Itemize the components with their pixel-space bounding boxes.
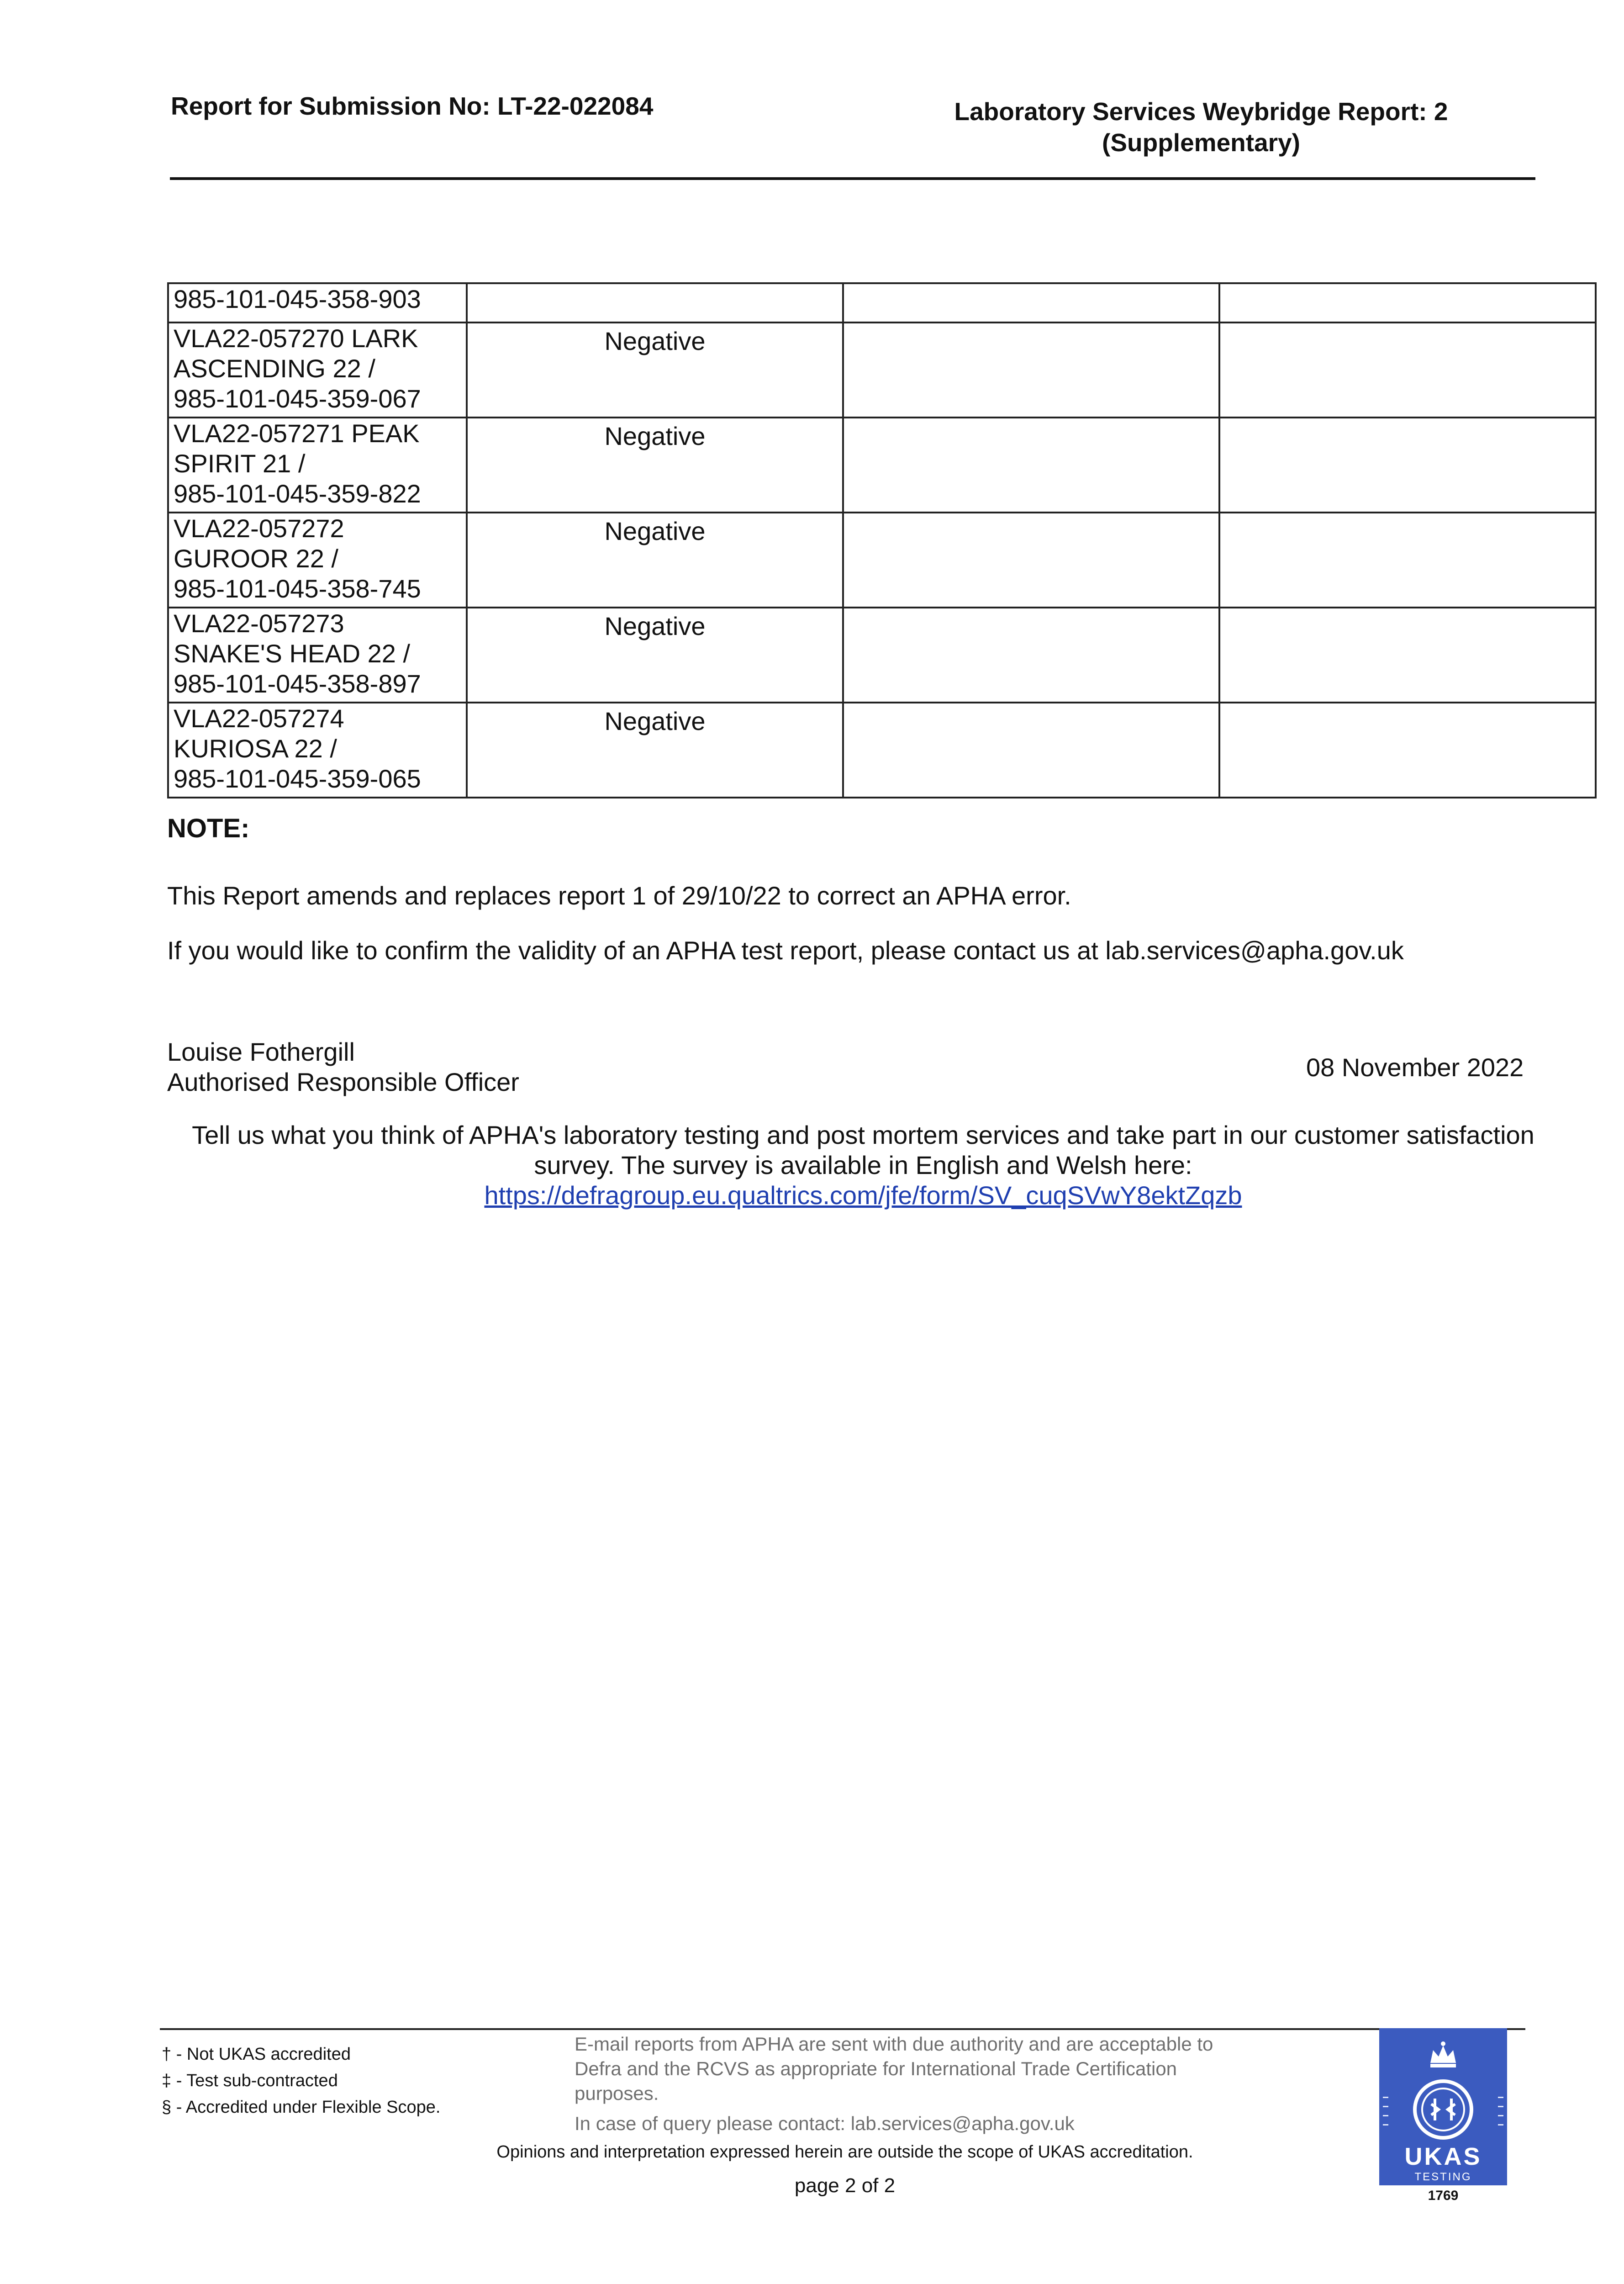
empty-cell (843, 418, 1219, 513)
ukas-sub: TESTING (1414, 2171, 1472, 2183)
empty-cell (843, 608, 1219, 703)
survey-line2: survey. The survey is available in English and Welsh here: (534, 1151, 1192, 1179)
legend-not-accredited: † - Not UKAS accredited (162, 2045, 351, 2064)
report-title (909, 96, 1493, 158)
sample-line: VLA22-057272 (174, 514, 344, 543)
sample-line: 985-101-045-358-897 (174, 669, 421, 698)
survey-link[interactable]: https://defragroup.eu.qualtrics.com/jfe/form/SV_cuqSVwY8ektZqzb (484, 1181, 1242, 1210)
email-line1: E-mail reports from APHA are sent with due authority and are acceptable to (575, 2033, 1213, 2055)
table-row (168, 608, 1596, 703)
result-cell: Negative (467, 513, 843, 608)
validity-text: If you would like to confirm the validity of an APHA test report, please contact us at lab.services@apha.gov.uk (167, 936, 1404, 965)
table-row (168, 703, 1596, 798)
empty-cell (1219, 703, 1596, 798)
footer-rule-end (1507, 2028, 1525, 2030)
empty-cell (1219, 513, 1596, 608)
result-cell: Negative (467, 703, 843, 798)
email-line3: purposes. (575, 2083, 659, 2104)
sample-line: ASCENDING 22 / (174, 354, 375, 383)
signatory-title: Authorised Responsible Officer (167, 1068, 519, 1096)
table-row (168, 513, 1596, 608)
sample-line: GUROOR 22 / (174, 544, 338, 573)
survey-line1: Tell us what you think of APHA's laboratory testing and post mortem services and take part in our customer satisfaction (192, 1121, 1534, 1149)
sample-line: 985-101-045-359-822 (174, 479, 421, 508)
table-row (168, 323, 1596, 418)
sample-line: SPIRIT 21 / (174, 449, 306, 478)
result-cell: Negative (467, 418, 843, 513)
email-disclaimer (575, 2032, 1360, 2136)
ukas-scope-note: Opinions and interpretation expressed herein are outside the scope of UKAS accreditation. (496, 2142, 1193, 2162)
sample-line: VLA22-057273 (174, 609, 344, 638)
query-contact: In case of query please contact: lab.services@apha.gov.uk (575, 2113, 1075, 2134)
ukas-number: 1769 (1428, 2188, 1459, 2203)
survey-block (137, 1120, 1589, 1211)
sample-cell (168, 418, 467, 513)
empty-cell (843, 513, 1219, 608)
amend-text: This Report amends and replaces report 1 of 29/10/22 to correct an APHA error. (167, 881, 1071, 910)
legend-sub-contracted: ‡ - Test sub-contracted (162, 2071, 338, 2090)
sample-line: VLA22-057270 LARK (174, 324, 418, 353)
note-title: NOTE: (167, 814, 250, 843)
sample-cell (168, 283, 467, 323)
submission-number: Report for Submission No: LT-22-022084 (171, 92, 654, 120)
sample-line: 985-101-045-359-067 (174, 384, 421, 413)
table-row (168, 418, 1596, 513)
sample-line: 985-101-045-359-065 (174, 764, 421, 793)
sample-line: VLA22-057274 (174, 704, 344, 733)
sample-line: SNAKE'S HEAD 22 / (174, 639, 410, 668)
empty-cell (1219, 418, 1596, 513)
crown-icon (1427, 2039, 1460, 2072)
footer-rule (160, 2028, 1379, 2030)
report-date: 08 November 2022 (1306, 1053, 1524, 1082)
empty-cell (843, 283, 1219, 323)
report-title-line2: (Supplementary) (1102, 128, 1300, 157)
signatory-name: Louise Fothergill (167, 1037, 355, 1066)
sample-line: VLA22-057271 PEAK (174, 419, 420, 448)
email-line2: Defra and the RCVS as appropriate for International Trade Certification (575, 2058, 1177, 2079)
result-cell: Negative (467, 323, 843, 418)
ukas-logo (1379, 2028, 1507, 2185)
empty-cell (1219, 323, 1596, 418)
empty-cell (1219, 283, 1596, 323)
sample-cell (168, 703, 467, 798)
sample-cell (168, 323, 467, 418)
sample-cell (168, 608, 467, 703)
sample-line: 985-101-045-358-745 (174, 574, 421, 603)
sample-line: KURIOSA 22 / (174, 734, 337, 763)
ukas-emblem-icon (1411, 2078, 1475, 2141)
ukas-name: UKAS (1404, 2143, 1482, 2170)
sample-line: 985-101-045-358-903 (174, 285, 421, 313)
report-title-line1: Laboratory Services Weybridge Report: 2 (954, 97, 1448, 126)
empty-cell (843, 323, 1219, 418)
result-cell (467, 283, 843, 323)
table-row (168, 283, 1596, 323)
result-cell: Negative (467, 608, 843, 703)
sample-cell (168, 513, 467, 608)
empty-cell (843, 703, 1219, 798)
empty-cell (1219, 608, 1596, 703)
footnote-legend (162, 2041, 440, 2120)
results-table (167, 282, 1597, 798)
header-rule (170, 177, 1535, 180)
legend-flexible-scope: § - Accredited under Flexible Scope. (162, 2098, 441, 2117)
page-number: page 2 of 2 (794, 2174, 896, 2197)
